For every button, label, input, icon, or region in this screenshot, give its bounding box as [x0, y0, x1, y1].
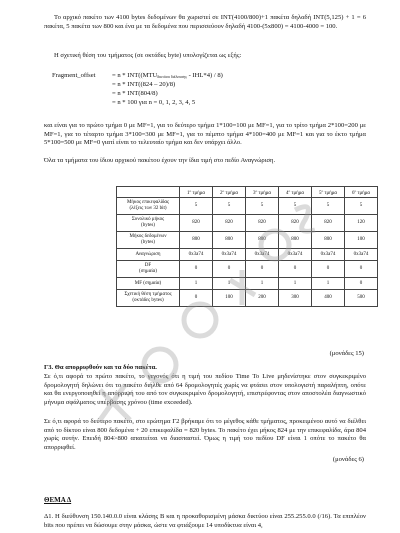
- table-row-header: Σχετική θέση τμήματος (οκτάδες bytes): [117, 290, 180, 307]
- intro-line: Το αρχικό πακέτο των 4100 bytes δεδομένων θα χωριστεί σε INT(4100/800)+1 πακέτα: [54, 14, 290, 21]
- formula-label: Fragment_offset: [52, 72, 96, 79]
- table-cell: 5: [213, 198, 246, 215]
- formula-line-1: = n * $INT((MTU_{\delta\iota\kappa\tau ύo\upsilon \delta\iota έ\lambda\varepsilon\upsilon\sigma\eta\varsigma} - IHL*4) / 8)$: [112, 72, 223, 79]
- table-cell: 0x3a74: [246, 249, 279, 261]
- table-cell: 500: [345, 290, 378, 307]
- g3-paragraph-1: Σε ό,τι αφορά το πρώτο πακέτο, το γεγονός ότι η τιμή του πεδίου Time To Live μηδενίστηκε στον συγκεκριμένο δρομολογητή δηλώνει ότι το πακέτο διήλθε από 64 δρομολογητές χωρίς να φτάσει στον υπολογιστή παραλήπτη, οπότε και θα ενεργοποιηθεί η απόρριψή του από τον συγκεκριμένο δρομολογητή, επιστρέφοντας στον αποστολέα διαγνωστικό μήνυμα σφάλματος υπέρβασης χρόνου (time exceeded).: [44, 373, 366, 406]
- table-cell: 800: [312, 232, 345, 249]
- formula-line-4: = n * 100 για n = 0, 1, 2, 3, 4, 5: [112, 99, 196, 106]
- table-cell: 200: [246, 290, 279, 307]
- table-cell: 300: [279, 290, 312, 307]
- table-cell: 0: [345, 278, 378, 290]
- intro-line: δηλαδή INT(5,125) + 1 = 6 πακέτα, 5 πακέτα των 800 και ένα με τα δεδομένα που: [44, 14, 366, 30]
- table-cell: 1: [246, 278, 279, 290]
- table-cell: 400: [312, 290, 345, 307]
- table-row-header: DF (σημαία): [117, 261, 180, 278]
- mf-paragraph: [44, 122, 366, 148]
- mf-line: είναι το τελευταίο τμήμα και δεν υπάρχει άλλο.: [116, 139, 242, 147]
- identification-note: Όλα τα τμήματα του ίδιου αρχικού πακέτου έχουν την ίδια τιμή στο πεδίο Αναγνώριση.: [44, 157, 276, 164]
- table-cell: 5: [345, 198, 378, 215]
- table-cell: 0: [279, 261, 312, 278]
- table-cell: 5: [180, 198, 213, 215]
- table-row: [117, 261, 378, 278]
- table-column-header: $3^o$ τμήμα: [246, 187, 279, 198]
- table-column-header: $6^o$ τμήμα: [345, 187, 378, 198]
- table-cell: 0: [312, 261, 345, 278]
- table-cell: 0: [246, 261, 279, 278]
- intro-line: περισσεύουν δηλαδή 4100-(5x800) = 4100-4000 = 100.: [189, 22, 338, 30]
- table-cell: 800: [180, 232, 213, 249]
- table-row: [117, 290, 378, 307]
- marks-6: (μονάδες 6): [332, 456, 364, 463]
- table-cell: 820: [246, 215, 279, 232]
- table-cell: 5: [312, 198, 345, 215]
- table-column-header: $5^o$ τμήμα: [312, 187, 345, 198]
- theme-d-title: ΘΕΜΑ Δ: [44, 496, 72, 504]
- table-row-header: Μήκος επικεφαλίδας (λέξεις των 32 bit): [117, 198, 180, 215]
- table-cell: 0: [213, 261, 246, 278]
- table-cell: 800: [279, 232, 312, 249]
- table-cell: 100: [213, 290, 246, 307]
- table-column-header: $2^o$ τμήμα: [213, 187, 246, 198]
- mf-line: το τρίτο τμήμα 2*100=200 με MF=1, για το τέταρτο τμήμα 3*100=300 με MF=1, για το: [44, 122, 366, 138]
- table-row: [117, 232, 378, 249]
- table-cell: 1: [279, 278, 312, 290]
- table-cell: 5: [246, 198, 279, 215]
- table-cell: 0x3a74: [213, 249, 246, 261]
- table-cell: 820: [279, 215, 312, 232]
- table-cell: 1: [312, 278, 345, 290]
- mf-line: πέμπτο τμήμα 4*100=400 με MF=1 και για το έκτο τμήμα 5*100=500 με MF=0 γιατί: [44, 130, 366, 147]
- table-cell: 5: [279, 198, 312, 215]
- formula-line-3: = n * INT(804/8): [112, 90, 158, 97]
- fragments-table: [116, 186, 378, 307]
- offset-intro: Η σχετική θέση του τμήματος (σε οκτάδες byte) υπολογίζεται ως εξής:: [54, 52, 242, 59]
- table-cell: 800: [246, 232, 279, 249]
- table-cell: 0x3a74: [279, 249, 312, 261]
- table-column-header: $4^o$ τμήμα: [279, 187, 312, 198]
- mf-line: και είναι για το πρώτο τμήμα 0 με MF=1, για το δεύτερο τμήμα 1*100=100 με MF=1, για: [44, 122, 285, 129]
- table-cell: 1: [180, 278, 213, 290]
- table-corner-cell: [117, 187, 180, 198]
- table-row: [117, 278, 378, 290]
- table-row-header: Συνολικό μήκος (bytes): [117, 215, 180, 232]
- table-row-header: Μήκος δεδομένων (bytes): [117, 232, 180, 249]
- table-cell: 0: [180, 290, 213, 307]
- table-cell: 820: [213, 215, 246, 232]
- table-header-row: [117, 187, 378, 198]
- table-cell: 0: [180, 261, 213, 278]
- table-cell: 0: [345, 261, 378, 278]
- table-cell: 120: [345, 215, 378, 232]
- table-row: [117, 198, 378, 215]
- table-cell: 800: [213, 232, 246, 249]
- table-cell: 0x3a74: [312, 249, 345, 261]
- table-column-header: $1^o$ τμήμα: [180, 187, 213, 198]
- table-cell: 1: [213, 278, 246, 290]
- table-row: [117, 215, 378, 232]
- table-cell: 0x3a74: [345, 249, 378, 261]
- table-row-header: Αναγνώριση: [117, 249, 180, 261]
- table-cell: 820: [180, 215, 213, 232]
- d1-paragraph: Δ1. Η διεύθυνση 150.140.0.0 είναι κλάσης B και η προκαθορισμένη μάσκα δικτύου είναι 255.255.0.0 (/16). Τα επιπλέον bits που πρέπει να δώσουμε στην μάσκα, ώστε να φτιάξουμε 14 υποδίκτυα είναι 4,: [44, 513, 366, 529]
- intro-paragraph: [44, 14, 366, 31]
- formula-line-2: = n * INT((824 – 20)/8): [112, 81, 176, 88]
- g3-title: Γ3. Θα απορριφθούν και τα δύο πακέτα.: [44, 364, 157, 371]
- table-row-header: MF (σημαία): [117, 278, 180, 290]
- table-cell: 0x3a74: [180, 249, 213, 261]
- g3-paragraph-2: Σε ό,τι αφορά το δεύτερο πακέτο, στο ερώτημα Γ2 βρήκαμε ότι το μέγεθος κάθε τμήματος, προκειμένου αυτό να διέλθει από το δίκτυο είναι 800 δεδομένα + 20 επικεφαλίδα = 820 bytes. Το πακέτο έχει μήκος 824 με την επικεφαλίδα, άρα 804 χωρίς αυτήν. Επειδή 804>800 απαιτείται να διασπαστεί. Όμως η τιμή του πεδίου DF είναι 1 οπότε το πακέτο θα απορριφθεί.: [44, 418, 366, 451]
- marks-15: (μονάδες 15): [329, 350, 364, 357]
- table-cell: 820: [312, 215, 345, 232]
- table-row: [117, 249, 378, 261]
- table-cell: 100: [345, 232, 378, 249]
